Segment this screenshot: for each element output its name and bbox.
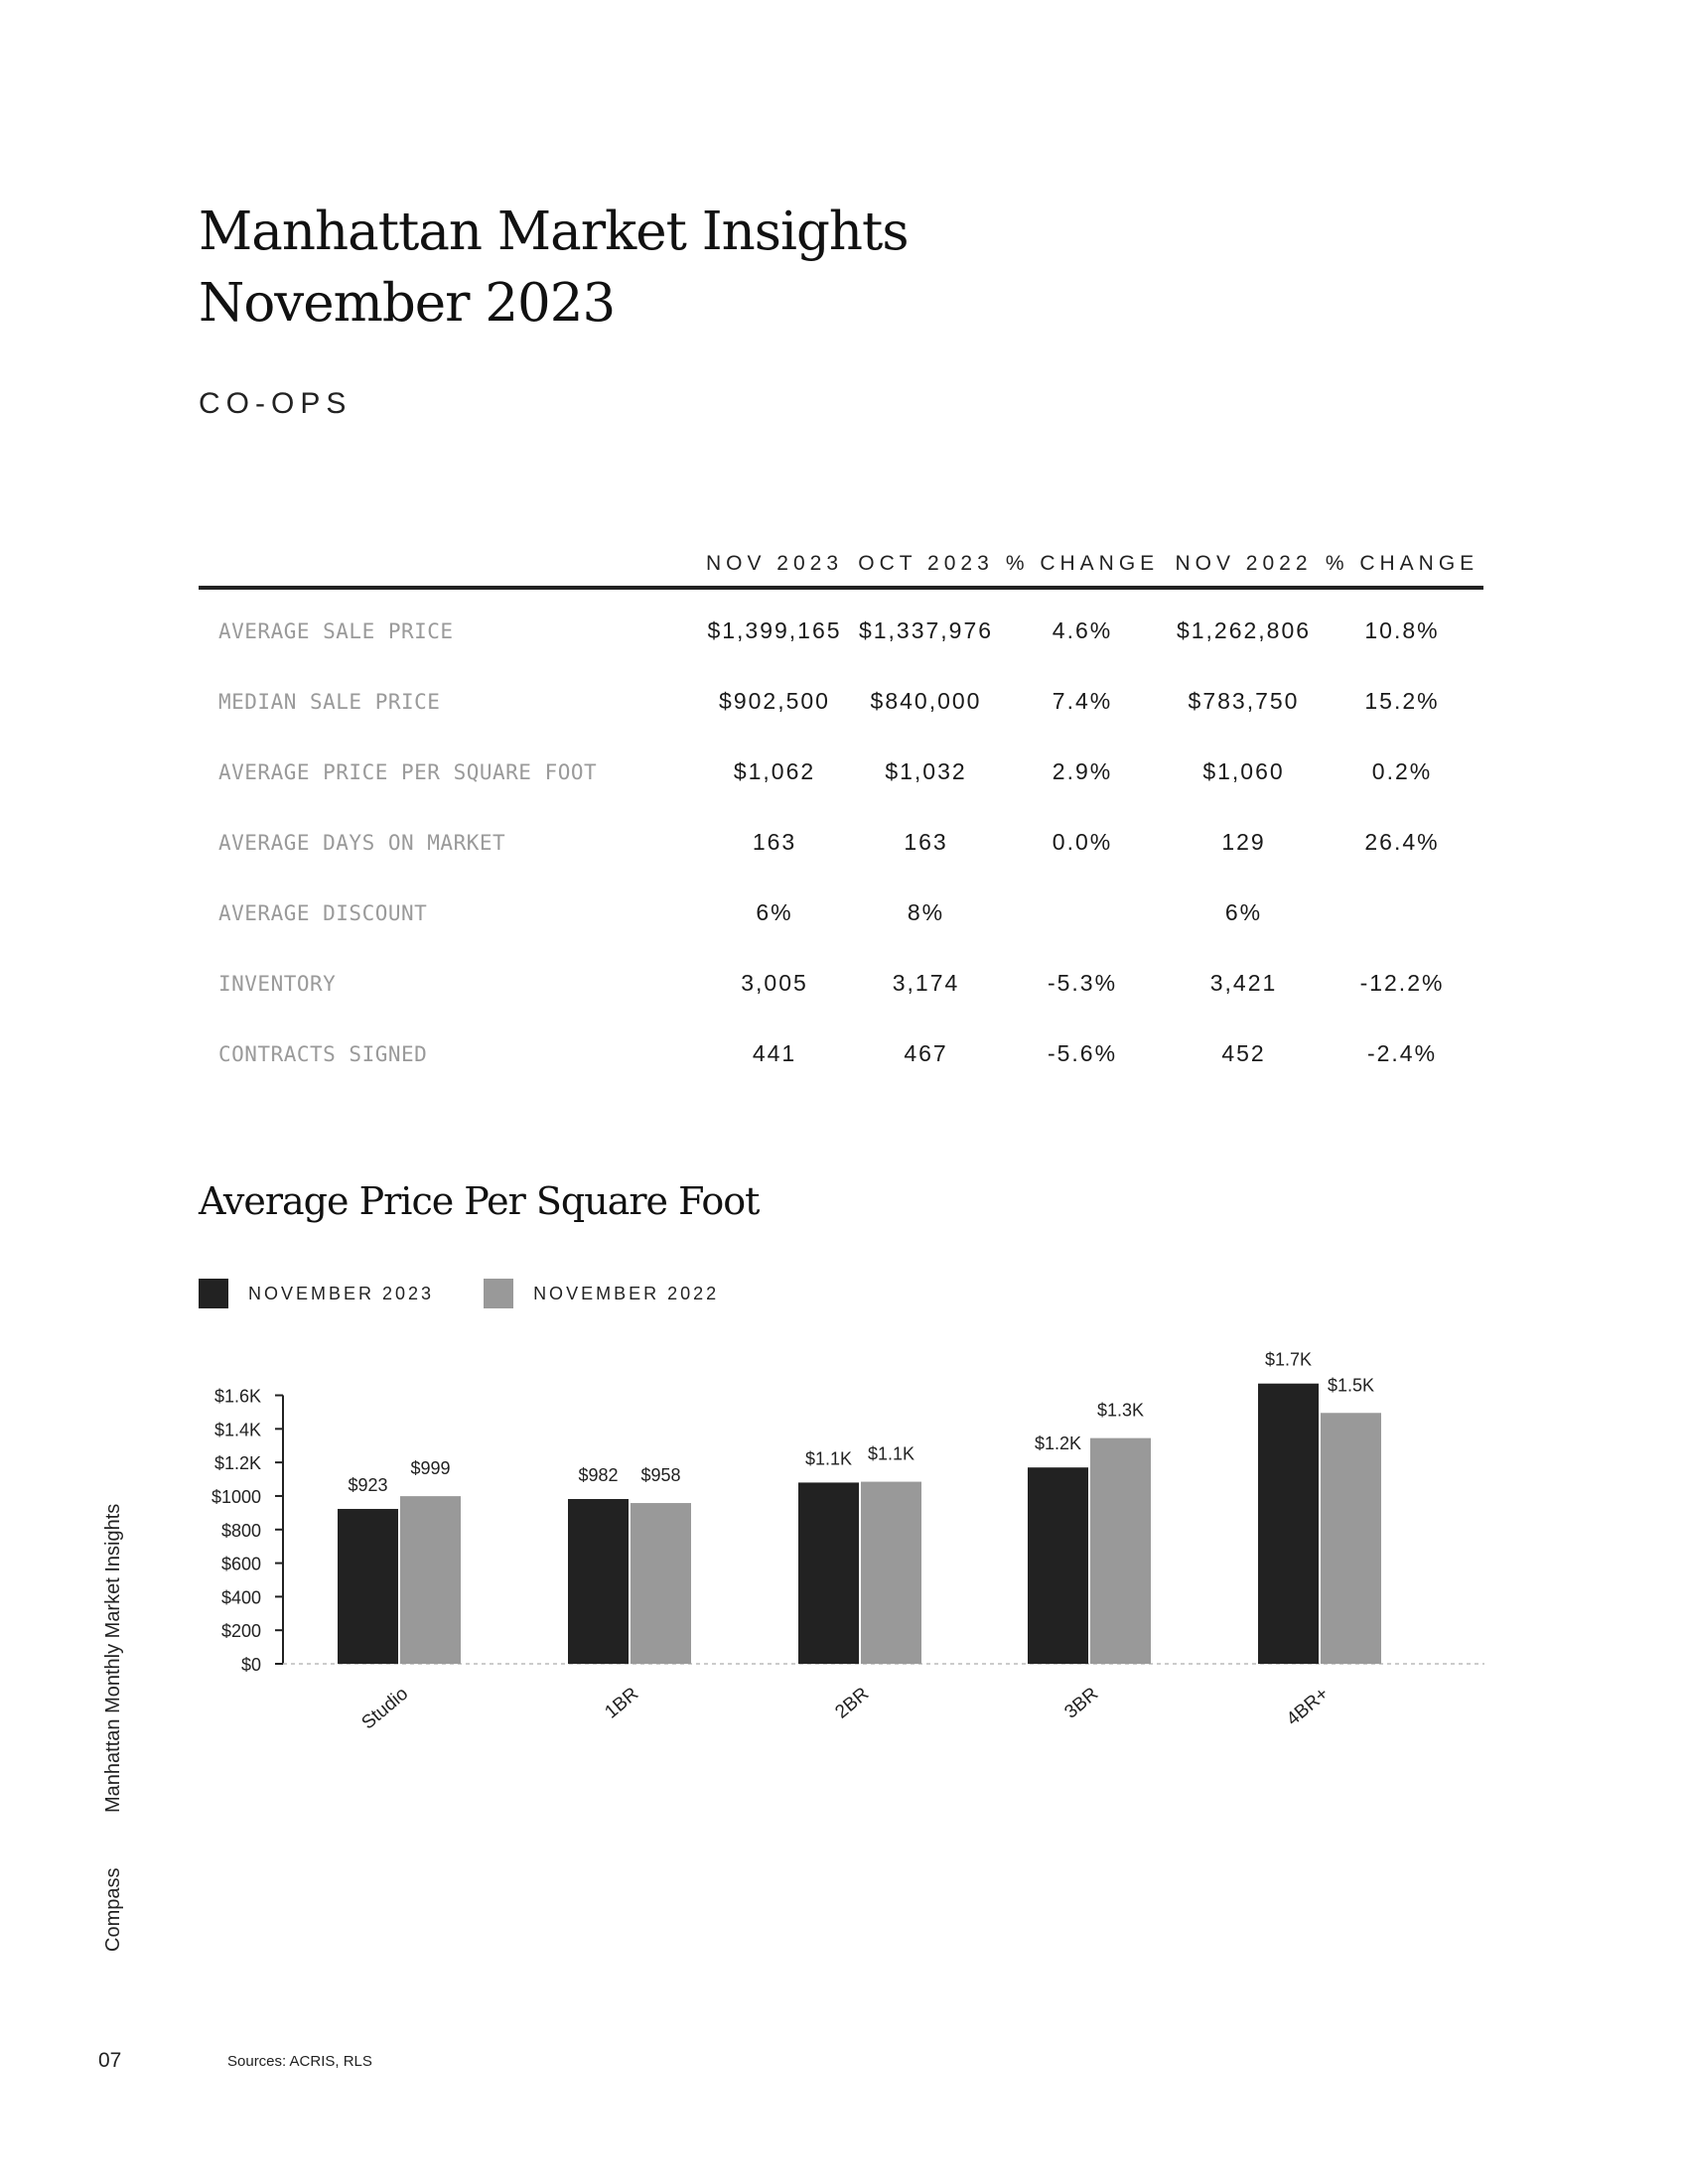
title-line-2: November 2023: [199, 273, 616, 334]
column-header: % CHANGE: [998, 526, 1167, 588]
table-cell: $1,337,976: [858, 617, 994, 643]
title-line-1: Manhattan Market Insights: [199, 202, 909, 262]
table-row: [199, 948, 1483, 1019]
data-label-2022: $999: [410, 1458, 451, 1479]
table-cell: 26.4%: [1364, 829, 1440, 855]
legend-label-2022: NOVEMBER 2022: [533, 1283, 720, 1303]
data-label-2022: $1.3K: [1096, 1400, 1145, 1421]
bar-2022: [1090, 1438, 1151, 1664]
table-row: [199, 588, 1483, 666]
x-category-label: 3BR: [1060, 1683, 1103, 1723]
legend-label-2023: NOVEMBER 2023: [248, 1283, 435, 1303]
legend-swatch-2023: [199, 1279, 228, 1308]
table-cell: $902,500: [719, 688, 830, 714]
table-cell: 3,005: [741, 970, 808, 996]
metric-label: MEDIAN SALE PRICE: [218, 689, 441, 714]
table-row: [199, 737, 1483, 807]
table-cell: 8%: [907, 899, 945, 925]
table-row: [199, 1019, 1483, 1089]
table-cell: -5.3%: [1047, 970, 1118, 996]
table-cell: 0.2%: [1371, 758, 1433, 784]
data-label-2023: $982: [578, 1464, 619, 1485]
table-cell: 4.6%: [1052, 617, 1113, 643]
table-cell: 6%: [1224, 899, 1263, 925]
side-publication-title: Manhattan Monthly Market Insights: [102, 1503, 124, 1813]
table-cell: 467: [904, 1040, 948, 1066]
y-tick-label: $200: [220, 1621, 261, 1642]
legend-swatch-2022: [484, 1279, 513, 1308]
page-title: [199, 197, 909, 340]
table-cell: 15.2%: [1364, 688, 1440, 714]
table-body: [199, 588, 1483, 1089]
section-label: CO-OPS: [199, 387, 352, 420]
table-cell: $783,750: [1188, 688, 1300, 714]
table-cell: 0.0%: [1052, 829, 1113, 855]
table-cell: $1,062: [733, 758, 816, 784]
table-row: [199, 878, 1483, 948]
data-label-2023: $923: [348, 1474, 388, 1495]
metric-label: AVERAGE PRICE PER SQUARE FOOT: [218, 759, 598, 784]
column-header-metric: [199, 526, 695, 588]
table-cell: $1,262,806: [1176, 617, 1312, 643]
stats-table: [199, 526, 1483, 1089]
metric-label: AVERAGE SALE PRICE: [218, 618, 454, 643]
bar-2022: [861, 1482, 921, 1664]
bar-2023: [798, 1482, 859, 1664]
table-cell: 163: [752, 829, 797, 855]
table-cell: 7.4%: [1052, 688, 1113, 714]
table-cell: [1321, 878, 1483, 948]
table-cell: -12.2%: [1359, 970, 1445, 996]
page-number: 07: [98, 2049, 122, 2072]
y-tick-label: $1000: [211, 1486, 261, 1507]
table-cell: $840,000: [870, 688, 982, 714]
chart-title: Average Price Per Square Foot: [199, 1179, 760, 1223]
table-cell: 3,174: [892, 970, 960, 996]
legend-item-2023: [199, 1279, 434, 1308]
bar-2023: [338, 1509, 398, 1664]
bar-2022: [631, 1503, 691, 1664]
bar-2022: [400, 1496, 461, 1664]
table-cell: 452: [1221, 1040, 1266, 1066]
y-tick-label: $400: [220, 1587, 261, 1608]
table-row: [199, 807, 1483, 878]
metric-label: INVENTORY: [218, 971, 337, 996]
table-cell: [998, 878, 1167, 948]
table-cell: -5.6%: [1047, 1040, 1118, 1066]
table-cell: $1,060: [1202, 758, 1285, 784]
data-label-2022: $1.1K: [867, 1443, 915, 1464]
table-cell: 2.9%: [1052, 758, 1113, 784]
data-label-2022: $1.5K: [1327, 1375, 1375, 1396]
x-category-label: 1BR: [601, 1683, 643, 1723]
data-label-2023: $1.2K: [1034, 1433, 1082, 1454]
bar-chart: [0, 1330, 1688, 1747]
table-cell: $1,032: [885, 758, 967, 784]
column-header: OCT 2023: [854, 526, 998, 588]
column-header: % CHANGE: [1321, 526, 1483, 588]
table-cell: 129: [1221, 829, 1266, 855]
legend-item-2022: [484, 1279, 719, 1308]
chart-legend: [199, 1279, 769, 1308]
y-tick-label: $600: [220, 1554, 261, 1574]
y-tick-label: $1.6K: [213, 1386, 261, 1407]
metric-label: AVERAGE DISCOUNT: [218, 900, 428, 925]
table-cell: -2.4%: [1366, 1040, 1438, 1066]
column-header: NOV 2022: [1167, 526, 1321, 588]
x-category-label: 4BR+: [1282, 1683, 1334, 1730]
table-cell: 3,421: [1209, 970, 1278, 996]
y-tick-label: $1.2K: [213, 1453, 261, 1474]
table-cell: 10.8%: [1364, 617, 1440, 643]
data-label-2022: $958: [640, 1465, 681, 1486]
bar-2023: [1258, 1384, 1319, 1664]
bar-2023: [1028, 1467, 1088, 1664]
metric-label: CONTRACTS SIGNED: [218, 1041, 428, 1066]
bar-2022: [1321, 1413, 1381, 1664]
data-label-2023: $1.7K: [1264, 1349, 1313, 1370]
x-category-label: 2BR: [831, 1683, 874, 1723]
data-label-2023: $1.1K: [804, 1448, 853, 1469]
y-tick-label: $800: [220, 1520, 261, 1541]
metric-label: AVERAGE DAYS ON MARKET: [218, 830, 506, 855]
table-cell: 163: [904, 829, 948, 855]
table-cell: 441: [752, 1040, 797, 1066]
column-header: NOV 2023: [695, 526, 854, 588]
table-row: [199, 666, 1483, 737]
sources-note: Sources: ACRIS, RLS: [227, 2053, 372, 2070]
side-brand: Compass: [102, 1867, 124, 1952]
table-cell: $1,399,165: [707, 617, 842, 643]
x-category-label: Studio: [357, 1683, 413, 1734]
y-tick-label: $1.4K: [213, 1420, 261, 1440]
table-header-row: [199, 526, 1483, 588]
bar-2023: [568, 1499, 629, 1664]
y-tick-label: $0: [240, 1655, 261, 1675]
table-cell: 6%: [756, 899, 793, 925]
